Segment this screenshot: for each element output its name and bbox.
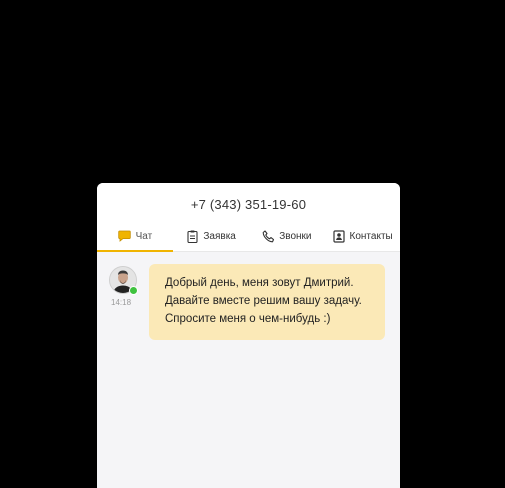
tab-contacts-label: Контакты	[349, 230, 393, 242]
widget-header	[97, 183, 400, 252]
message-area	[97, 252, 400, 488]
message-time: 14:18	[111, 298, 132, 307]
message-bubble: Добрый день, меня зовут Дмитрий. Давайте вместе решим вашу задачу. Спросите меня о чем-нибудь :)	[149, 264, 385, 340]
clipboard-icon	[185, 229, 199, 243]
tab-chat[interactable]	[97, 221, 173, 251]
chat-widget	[97, 183, 400, 488]
tab-bar	[97, 221, 400, 251]
phone-icon	[261, 229, 275, 243]
tab-calls-label: Звонки	[279, 230, 312, 242]
phone-number[interactable]: +7 (343) 351-19-60	[190, 197, 307, 212]
chat-icon	[118, 229, 132, 243]
tab-chat-label: Чат	[135, 230, 153, 242]
contact-card-icon	[332, 229, 346, 243]
tab-calls[interactable]	[249, 221, 325, 251]
tab-contacts[interactable]	[324, 221, 400, 251]
tab-request-label: Заявка	[203, 230, 236, 242]
online-status-indicator	[129, 286, 138, 295]
tab-request[interactable]	[173, 221, 249, 251]
